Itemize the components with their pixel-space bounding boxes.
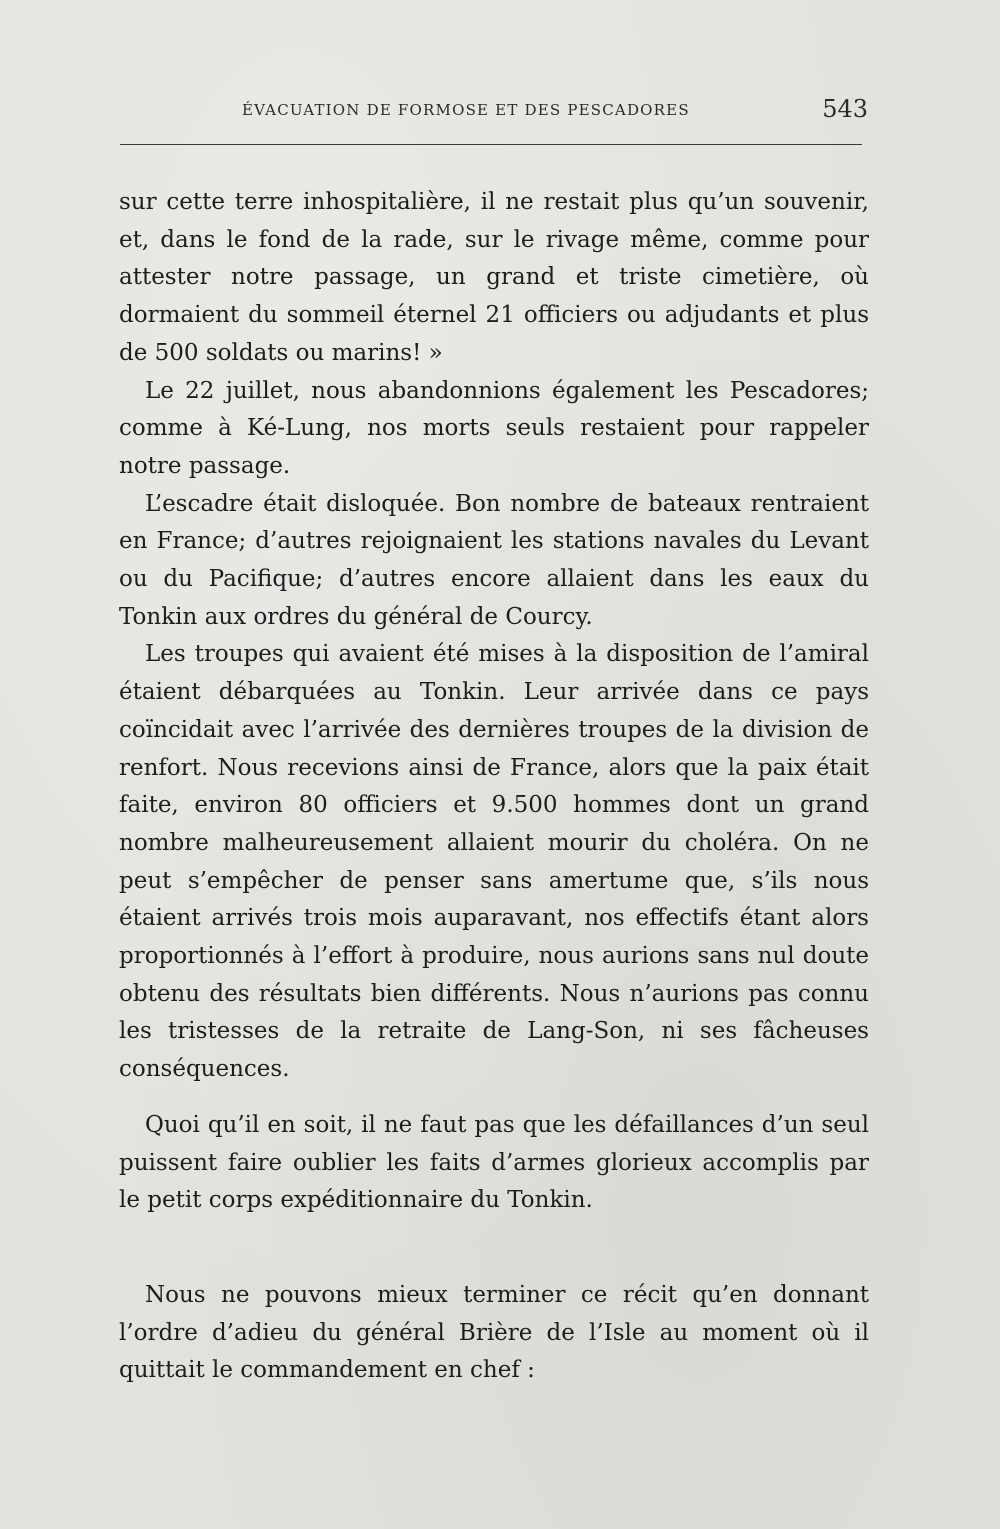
main-text-block — [119, 184, 869, 1089]
paragraph-escadre: L’escadre était disloquée. Bon nombre de bateaux rentraient en France; d’autres rejoignaient les stations navales du Levant ou du Pacifique; d’autres encore allaient dans les eaux du Tonkin aux ordres du général de Courcy. — [119, 490, 869, 630]
text-block-ordre-adieu — [119, 1277, 869, 1390]
running-title: ÉVACUATION DE FORMOSE ET DES PESCADORES — [242, 101, 690, 119]
text-block-defaillances — [119, 1107, 869, 1220]
paragraph-pescadores: Le 22 juillet, nous abandonnions également les Pescadores; comme à Ké-Lung, nos morts seuls restaient pour rappeler notre passage. — [119, 377, 869, 479]
paragraph-continuation: sur cette terre inhospitalière, il ne restait plus qu’un souvenir, et, dans le fond de la rade, sur le rivage même, comme pour attester notre passage, un grand et triste cimetière, où dormaient du sommeil éternel 21 officiers ou adjudants et plus de 500 soldats ou marins! » — [119, 189, 869, 366]
header-rule — [120, 144, 862, 145]
paragraph-defaillances: Quoi qu’il en soit, il ne faut pas que les défaillances d’un seul puissent faire oublier les faits d’armes glorieux accomplis par le petit corps expéditionnaire du Tonkin. — [119, 1112, 869, 1214]
page-header — [120, 95, 868, 131]
paragraph-troupes: Les troupes qui avaient été mises à la disposition de l’amiral étaient débarquées au Tonkin. Leur arrivée dans ce pays coïncidait avec l’arrivée des dernières troupes de la division de renfort. Nous recevions ainsi de France, alors que la paix était faite, environ 80 officiers et 9.500 hommes dont un grand nombre malheureusement allaient mourir du choléra. On ne peut s’empêcher de penser sans amertume que, s’ils nous étaient arrivés trois mois auparavant, nos effectifs étant alors proportionnés à l’effort à produire, nous aurions sans nul doute obtenu des résultats bien différents. Nous n’aurions pas connu les tristesses de la retraite de Lang-Son, ni ses fâcheuses conséquences. — [119, 641, 869, 1083]
page-number: 543 — [822, 95, 868, 123]
paragraph-ordre-adieu: Nous ne pouvons mieux terminer ce récit qu’en donnant l’ordre d’adieu du général Brière de l’Isle au moment où il quittait le commandement en chef : — [119, 1282, 869, 1384]
